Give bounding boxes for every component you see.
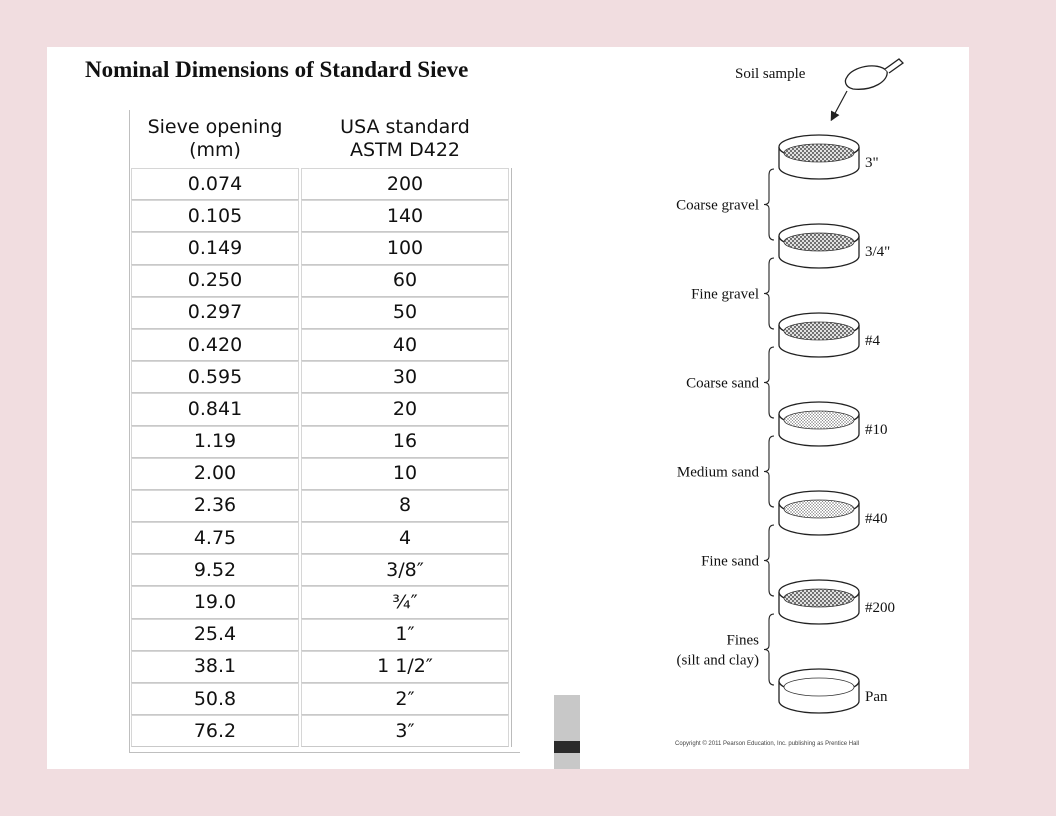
astm-number-cell: 60 xyxy=(301,265,509,297)
fraction-bracket xyxy=(676,169,774,240)
sieve-6 xyxy=(779,669,888,713)
astm-number-cell: 4 xyxy=(301,522,509,554)
astm-number-cell: 40 xyxy=(301,329,509,361)
header-text: (mm) xyxy=(189,139,241,161)
sieve-opening-cell: 4.75 xyxy=(131,522,299,554)
sieve-opening-cell: 9.52 xyxy=(131,554,299,586)
sieve-opening-cell: 2.00 xyxy=(131,458,299,490)
sieve-opening-cell: 25.4 xyxy=(131,619,299,651)
sieve-5 xyxy=(779,580,895,624)
sieve-opening-cell: 0.250 xyxy=(131,265,299,297)
astm-number-cell: 3″ xyxy=(301,715,509,747)
sieve-opening-cell: 50.8 xyxy=(131,683,299,715)
sieve-label: #10 xyxy=(865,422,888,438)
sieve-label: 3" xyxy=(865,155,879,171)
fraction-label: Fines xyxy=(726,632,759,649)
fraction-bracket xyxy=(677,614,774,685)
astm-number-cell: 1 1/2″ xyxy=(301,651,509,683)
sieve-opening-cell: 0.841 xyxy=(131,393,299,425)
sieve-opening-cell: 1.19 xyxy=(131,426,299,458)
fraction-label: Fine sand xyxy=(701,553,759,570)
sieve-opening-cell: 0.105 xyxy=(131,200,299,232)
sieve-2 xyxy=(779,313,881,357)
fraction-label: Coarse sand xyxy=(686,375,759,392)
header-text: ASTM D422 xyxy=(350,139,460,161)
sieve-label: #40 xyxy=(865,511,888,527)
fraction-label: Fine gravel xyxy=(691,286,759,303)
sieve-opening-cell: 0.074 xyxy=(131,168,299,200)
fraction-bracket xyxy=(691,258,774,329)
sieve-stack-diagram xyxy=(47,47,969,769)
sieve-4 xyxy=(779,491,888,535)
sieve-label: 3/4" xyxy=(865,244,891,260)
astm-number-cell: 3/8″ xyxy=(301,554,509,586)
sieve-label: Pan xyxy=(865,689,888,705)
astm-number-cell: 10 xyxy=(301,458,509,490)
sieve-opening-cell: 2.36 xyxy=(131,490,299,522)
fraction-label: Coarse gravel xyxy=(676,197,759,214)
sieve-opening-cell: 0.420 xyxy=(131,329,299,361)
sieve-opening-cell: 0.149 xyxy=(131,232,299,264)
header-text: Sieve opening xyxy=(147,115,283,138)
astm-number-cell: 100 xyxy=(301,232,509,264)
astm-number-cell: 8 xyxy=(301,490,509,522)
sieve-3 xyxy=(779,402,888,446)
sieve-label: #4 xyxy=(865,333,880,349)
astm-number-cell: 20 xyxy=(301,393,509,425)
sieve-1 xyxy=(779,224,890,268)
soil-sample-label: Soil sample xyxy=(735,66,806,82)
astm-number-cell: 16 xyxy=(301,426,509,458)
astm-number-cell: ¾″ xyxy=(301,586,509,618)
sieve-opening-cell: 0.297 xyxy=(131,297,299,329)
copyright-text: Copyright © 2011 Pearson Education, Inc. publishing as Prentice Hall xyxy=(675,741,860,747)
slide-title: Nominal Dimensions of Standard Sieve xyxy=(85,57,469,82)
astm-number-cell: 2″ xyxy=(301,683,509,715)
astm-number-cell: 1″ xyxy=(301,619,509,651)
sieve-0 xyxy=(779,135,879,179)
sieve-label: #200 xyxy=(865,600,895,616)
fraction-label-line2: (silt and clay) xyxy=(676,652,759,669)
astm-number-cell: 200 xyxy=(301,168,509,200)
astm-number-cell: 140 xyxy=(301,200,509,232)
sieve-opening-cell: 38.1 xyxy=(131,651,299,683)
pour-arrow xyxy=(833,91,847,117)
astm-number-cell: 30 xyxy=(301,361,509,393)
header-text: USA standard xyxy=(340,115,470,138)
astm-number-cell: 50 xyxy=(301,297,509,329)
fraction-label: Medium sand xyxy=(676,464,759,481)
scoop-icon xyxy=(845,59,903,89)
sieve-opening-cell: 76.2 xyxy=(131,715,299,747)
sieve-opening-cell: 19.0 xyxy=(131,586,299,618)
fraction-bracket xyxy=(677,436,774,507)
slide xyxy=(47,47,969,769)
fraction-bracket xyxy=(686,347,774,418)
fraction-bracket xyxy=(701,525,774,596)
sieve-opening-cell: 0.595 xyxy=(131,361,299,393)
